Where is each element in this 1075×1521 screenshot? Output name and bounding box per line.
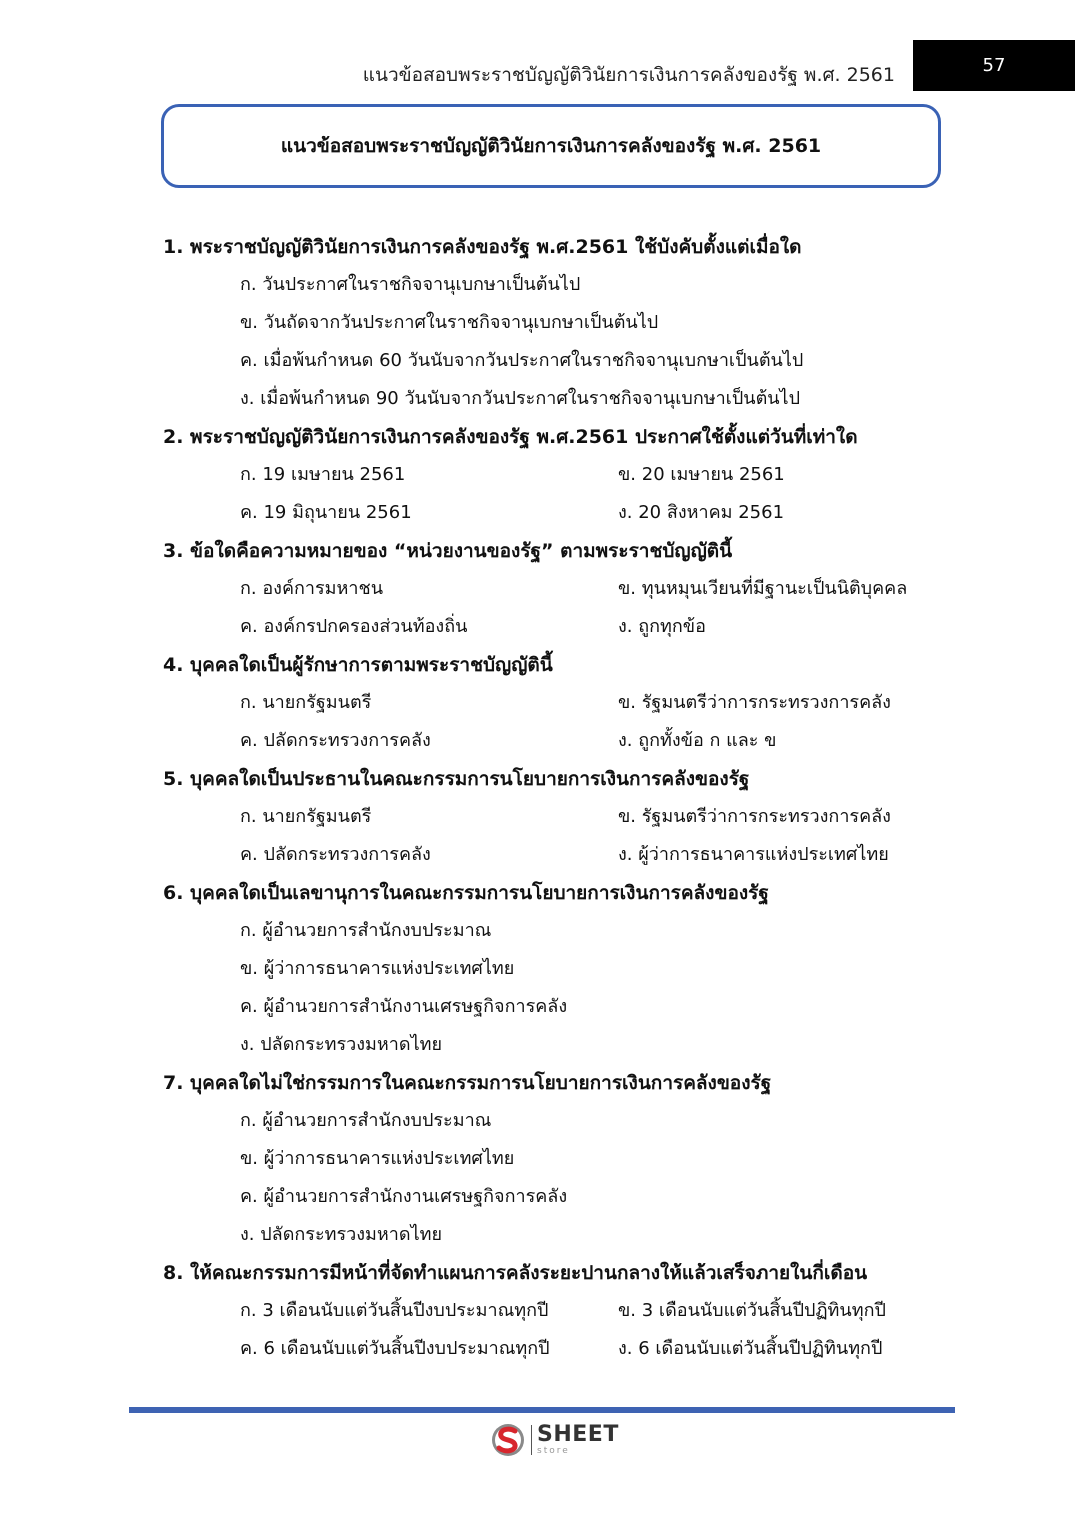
question-4-option-c: ค. ปลัดกระทรวงการคลัง	[240, 730, 431, 751]
question-4-option-d: ง. ถูกทั้งข้อ ก และ ข	[618, 730, 777, 751]
question-7-option-a: ก. ผู้อำนวยการสำนักงบประมาณ	[240, 1110, 492, 1131]
question-4-option-b: ข. รัฐมนตรีว่าการกระทรวงการคลัง	[618, 692, 891, 713]
question-2-option-c: ค. 19 มิถุนายน 2561	[240, 502, 412, 523]
question-7-option-b: ข. ผู้ว่าการธนาคารแห่งประเทศไทย	[240, 1148, 515, 1169]
sheet-logo-icon	[490, 1421, 526, 1459]
question-1-option-a: ก. วันประกาศในราชกิจจานุเบกษาเป็นต้นไป	[240, 274, 581, 295]
question-4: 4. บุคคลใดเป็นผู้รักษาการตามพระราชบัญญัตินี้	[163, 654, 553, 676]
logo-text-store: store	[537, 1446, 570, 1456]
question-1: 1. พระราชบัญญัติวินัยการเงินการคลังของรัฐ พ.ศ.2561 ใช้บังคับตั้งแต่เมื่อใด	[163, 236, 802, 258]
question-2-option-a: ก. 19 เมษายน 2561	[240, 464, 406, 485]
question-3-option-c: ค. องค์กรปกครองส่วนท้องถิ่น	[240, 616, 468, 637]
question-8-option-c: ค. 6 เดือนนับแต่วันสิ้นปีงบประมาณทุกปี	[240, 1338, 550, 1359]
question-8-option-b: ข. 3 เดือนนับแต่วันสิ้นปีปฏิทินทุกปี	[618, 1300, 886, 1321]
document-title: แนวข้อสอบพระราชบัญญัติวินัยการเงินการคลังของรัฐ พ.ศ. 2561	[280, 135, 822, 157]
logo-text-sheet: SHEET	[537, 1422, 619, 1447]
logo-separator	[531, 1425, 532, 1455]
question-4-option-a: ก. นายกรัฐมนตรี	[240, 692, 372, 713]
question-5-option-a: ก. นายกรัฐมนตรี	[240, 806, 372, 827]
sheet-store-logo	[490, 1420, 630, 1460]
question-3-option-b: ข. ทุนหมุนเวียนที่มีฐานะเป็นนิติบุคคล	[618, 578, 908, 599]
question-8-option-d: ง. 6 เดือนนับแต่วันสิ้นปีปฏิทินทุกปี	[618, 1338, 883, 1359]
page-number: 57	[913, 40, 1075, 91]
question-3: 3. ข้อใดคือความหมายของ “หน่วยงานของรัฐ” ตามพระราชบัญญัตินี้	[163, 540, 733, 562]
question-5-option-b: ข. รัฐมนตรีว่าการกระทรวงการคลัง	[618, 806, 891, 827]
question-6: 6. บุคคลใดเป็นเลขานุการในคณะกรรมการนโยบายการเงินการคลังของรัฐ	[163, 882, 769, 904]
question-6-option-d: ง. ปลัดกระทรวงมหาดไทย	[240, 1034, 443, 1055]
question-6-option-b: ข. ผู้ว่าการธนาคารแห่งประเทศไทย	[240, 958, 515, 979]
running-header-title: แนวข้อสอบพระราชบัญญัติวินัยการเงินการคลังของรัฐ พ.ศ. 2561	[362, 64, 895, 86]
question-2-option-d: ง. 20 สิงหาคม 2561	[618, 502, 785, 523]
question-7-option-d: ง. ปลัดกระทรวงมหาดไทย	[240, 1224, 443, 1245]
question-1-option-b: ข. วันถัดจากวันประกาศในราชกิจจานุเบกษาเป็นต้นไป	[240, 312, 659, 333]
question-8: 8. ให้คณะกรรมการมีหน้าที่จัดทำแผนการคลังระยะปานกลางให้แล้วเสร็จภายในกี่เดือน	[163, 1262, 868, 1284]
question-2-option-b: ข. 20 เมษายน 2561	[618, 464, 785, 485]
question-1-option-d: ง. เมื่อพ้นกำหนด 90 วันนับจากวันประกาศในราชกิจจานุเบกษาเป็นต้นไป	[240, 388, 801, 409]
question-3-option-a: ก. องค์การมหาชน	[240, 578, 384, 599]
logo-wordmark	[537, 1424, 619, 1456]
question-6-option-a: ก. ผู้อำนวยการสำนักงบประมาณ	[240, 920, 492, 941]
document-title-box	[161, 104, 941, 188]
question-5: 5. บุคคลใดเป็นประธานในคณะกรรมการนโยบายการเงินการคลังของรัฐ	[163, 768, 750, 790]
question-7: 7. บุคคลใดไม่ใช่กรรมการในคณะกรรมการนโยบายการเงินการคลังของรัฐ	[163, 1072, 772, 1094]
question-7-option-c: ค. ผู้อำนวยการสำนักงานเศรษฐกิจการคลัง	[240, 1186, 568, 1207]
question-6-option-c: ค. ผู้อำนวยการสำนักงานเศรษฐกิจการคลัง	[240, 996, 568, 1017]
question-2: 2. พระราชบัญญัติวินัยการเงินการคลังของรัฐ พ.ศ.2561 ประกาศใช้ตั้งแต่วันที่เท่าใด	[163, 426, 858, 448]
footer-divider	[129, 1407, 955, 1413]
question-5-option-c: ค. ปลัดกระทรวงการคลัง	[240, 844, 431, 865]
question-1-option-c: ค. เมื่อพ้นกำหนด 60 วันนับจากวันประกาศในราชกิจจานุเบกษาเป็นต้นไป	[240, 350, 804, 371]
question-5-option-d: ง. ผู้ว่าการธนาคารแห่งประเทศไทย	[618, 844, 889, 865]
question-list	[163, 228, 943, 1368]
question-8-option-a: ก. 3 เดือนนับแต่วันสิ้นปีงบประมาณทุกปี	[240, 1300, 549, 1321]
question-3-option-d: ง. ถูกทุกข้อ	[618, 616, 706, 637]
